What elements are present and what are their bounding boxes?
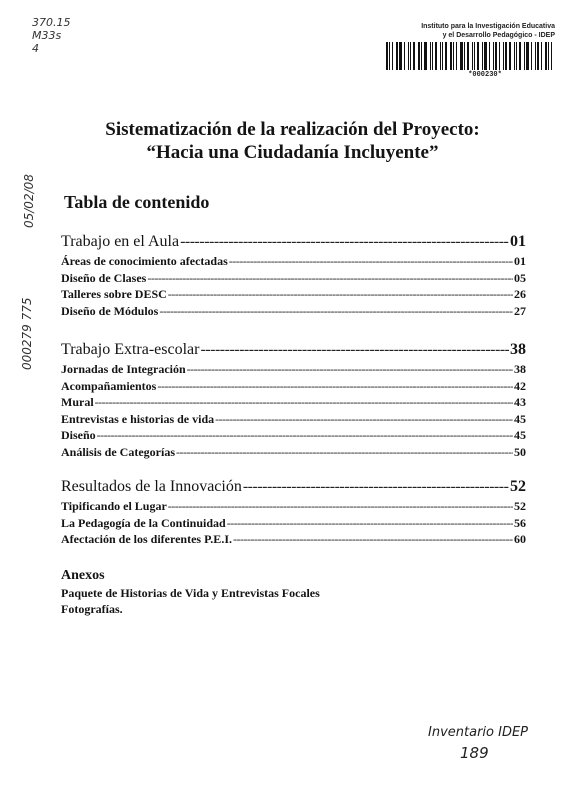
toc-item-row [61, 378, 526, 395]
toc-page-number: 05 [514, 270, 526, 285]
toc-item-label: Acompañamientos [61, 378, 157, 393]
toc-item-label: Entrevistas e historias de vida [61, 411, 215, 426]
toc-item-row [61, 498, 526, 515]
toc-page-number: 38 [510, 341, 526, 358]
toc-item-row [61, 270, 526, 287]
toc-page-number: 26 [514, 287, 526, 301]
toc-page-number: 01 [514, 254, 526, 268]
toc-item-label: Diseño [61, 428, 96, 442]
leader-dots [157, 378, 513, 395]
toc-item-row [61, 531, 526, 548]
leader-dots [200, 340, 509, 359]
handwritten-inventory-note [428, 723, 528, 763]
leader-dots [243, 477, 509, 496]
toc-page-number: 50 [514, 444, 526, 459]
toc-section-resultados [61, 477, 526, 548]
leader-dots [233, 531, 513, 548]
toc-page-number: 45 [514, 411, 526, 426]
toc-section-label: Trabajo en el Aula [61, 233, 180, 250]
toc-page-number: 42 [514, 378, 526, 393]
leader-dots [95, 394, 513, 411]
handwritten-date: 05/02/08 [22, 174, 36, 228]
toc-item-label: Diseño de Módulos [61, 303, 159, 318]
title-line2: “Hacia una Ciudadanía Incluyente” [146, 142, 439, 163]
leader-dots [229, 253, 513, 270]
toc-item-label: Afectación de los diferentes P.E.I. [61, 532, 232, 546]
toc-item-row [61, 253, 526, 270]
toc-item-row [61, 303, 526, 320]
annexes-block [61, 567, 320, 617]
toc-item-row [61, 515, 526, 532]
handwritten-catalog-note [32, 16, 71, 55]
toc-item-row [61, 411, 526, 428]
barcode-number: *000230* [468, 71, 502, 79]
leader-dots [180, 232, 509, 251]
toc-section-row [61, 340, 526, 359]
toc-page-number: 60 [514, 532, 526, 546]
toc-item-label: Áreas de conocimiento afectadas [61, 254, 228, 268]
document-title [0, 118, 585, 164]
catalog-note-line: M33s [32, 29, 62, 42]
annex-item: Paquete de Historias de Vida y Entrevistas Focales [61, 586, 320, 600]
toc-item-label: Mural [61, 395, 94, 409]
toc-section-label: Resultados de la Innovación [61, 478, 242, 495]
toc-item-row [61, 286, 526, 303]
catalog-note-line: 4 [32, 42, 39, 55]
toc-item-label: Talleres sobre DESC [61, 287, 167, 301]
toc-page-number: 56 [514, 515, 526, 530]
toc-item-label: Tipificando el Lugar [61, 499, 167, 513]
leader-dots [215, 411, 513, 428]
toc-page-number: 45 [514, 428, 526, 442]
toc-section-row [61, 477, 526, 496]
leader-dots [147, 270, 513, 287]
toc-section-row [61, 232, 526, 251]
leader-dots [159, 303, 513, 320]
catalog-note-line: 370.15 [32, 16, 71, 29]
toc-page-number: 01 [510, 233, 526, 250]
inventory-label: Inventario IDEP [428, 725, 529, 740]
toc-heading: Tabla de contenido [64, 192, 210, 212]
leader-dots [168, 286, 513, 303]
toc-page-number: 43 [514, 395, 526, 409]
toc-item-label: Diseño de Clases [61, 270, 147, 285]
toc-section-trabajo-aula [61, 232, 526, 319]
handwritten-side-number: 000279 775 [20, 297, 34, 370]
toc-section-trabajo-extra-escolar [61, 340, 526, 460]
toc-item-label: Análisis de Categorías [61, 444, 175, 459]
toc-item-label: Jornadas de Integración [61, 362, 186, 376]
annex-item: Fotografías. [61, 602, 123, 616]
institute-stamp [355, 22, 555, 80]
toc-page-number: 52 [514, 499, 526, 513]
barcode-icon [355, 42, 555, 70]
toc-item-row [61, 361, 526, 378]
leader-dots [176, 444, 513, 461]
toc-section-label: Trabajo Extra-escolar [61, 341, 200, 358]
toc-page-number: 38 [514, 362, 526, 376]
leader-dots [168, 498, 513, 515]
leader-dots [187, 361, 513, 378]
toc-item-row [61, 444, 526, 461]
institute-name-line1: Instituto para la Investigación Educativa [421, 23, 555, 30]
inventory-number: 189 [460, 744, 489, 762]
title-line1: Sistematización de la realización del Proyecto: [105, 119, 480, 140]
toc-item-label: La Pedagogía de la Continuidad [61, 515, 226, 530]
annexes-heading: Anexos [61, 568, 105, 583]
institute-name-line2: y el Desarrollo Pedagógico - IDEP [442, 32, 555, 39]
toc-page-number: 27 [514, 303, 526, 318]
leader-dots [97, 427, 513, 444]
leader-dots [227, 515, 513, 532]
toc-page-number: 52 [510, 478, 526, 495]
toc-item-row [61, 394, 526, 411]
toc-item-row [61, 427, 526, 444]
